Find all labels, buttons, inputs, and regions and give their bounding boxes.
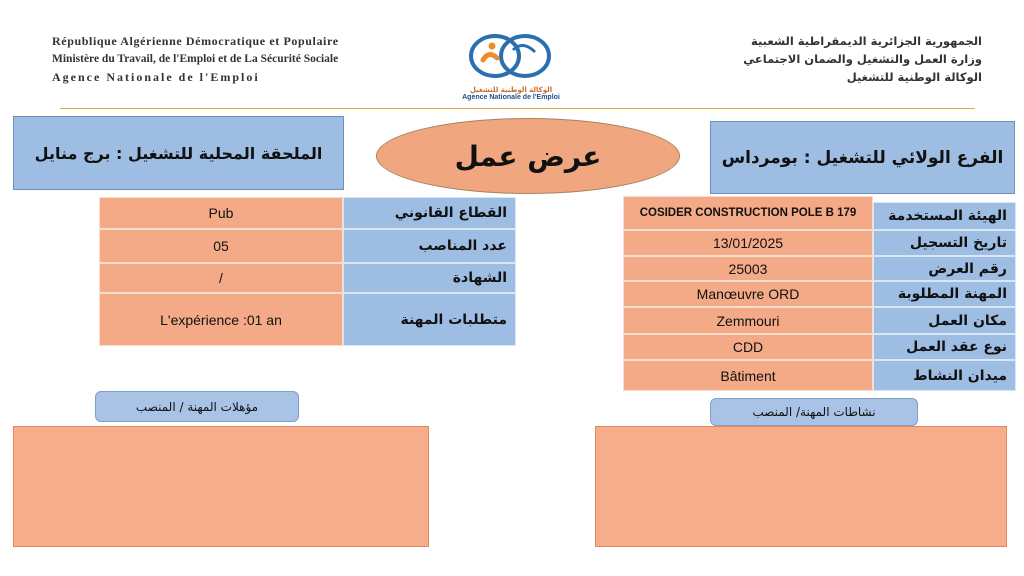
qualifications-heading	[95, 391, 299, 422]
table-label: القطاع القانوني	[343, 197, 516, 229]
table-value: COSIDER CONSTRUCTION POLE B 179	[623, 196, 873, 230]
table-value: Manœuvre ORD	[623, 281, 873, 307]
table-label: مكان العمل	[873, 307, 1016, 334]
table-label: متطلبات المهنة	[343, 293, 516, 346]
table-label: الهيئة المستخدمة	[873, 202, 1016, 230]
table-value: 05	[99, 229, 343, 263]
right-info-table	[623, 196, 1016, 391]
qualifications-heading-text: مؤهلات المهنة / المنصب	[135, 399, 259, 414]
table-label: نوع عقد العمل	[873, 334, 1016, 360]
table-value: /	[99, 263, 343, 293]
job-offer-title-text: عرض عمل	[454, 139, 602, 173]
local-annex-box	[13, 116, 344, 190]
table-value: 25003	[623, 256, 873, 281]
qualifications-content-box	[13, 426, 429, 547]
table-label: ميدان النشاط	[873, 360, 1016, 391]
header-fr-line-2: Ministère du Travail, de l'Emploi et de La Sécurité Sociale	[52, 53, 339, 65]
left-info-table	[99, 197, 516, 346]
header-fr-line-1: République Algérienne Démocratique et Populaire	[52, 34, 339, 48]
agency-logo	[456, 30, 566, 102]
table-label: المهنة المطلوبة	[873, 281, 1016, 307]
job-offer-title	[376, 118, 680, 194]
table-value: Zemmouri	[623, 307, 873, 334]
activities-heading-text: نشاطات المهنة/ المنصب	[752, 405, 876, 419]
agency-logo-icon	[465, 30, 557, 84]
table-value: CDD	[623, 334, 873, 360]
header-ar-line-2: وزارة العمل والتشغيل والضمان الاجتماعي	[743, 52, 982, 66]
logo-text-ar: الوكالة الوطنية للتشغيل	[469, 86, 553, 94]
header-fr-line-3: Agence Nationale de l'Emploi	[52, 70, 260, 84]
table-label: تاريخ التسجيل	[873, 230, 1016, 256]
activities-heading	[710, 398, 918, 426]
header-ar-line-1: الجمهورية الجزائرية الديمقراطية الشعبية	[750, 34, 982, 48]
activities-content-box	[595, 426, 1007, 547]
table-label: عدد المناصب	[343, 229, 516, 263]
table-label: رقم العرض	[873, 256, 1016, 281]
header-divider	[60, 108, 975, 109]
local-annex-text: الملحقة المحلية للتشغيل : برج منايل	[34, 143, 323, 163]
logo-text-fr: Agence Nationale de l'Emploi	[462, 94, 560, 101]
wilaya-branch-box	[710, 121, 1015, 194]
header-arabic	[602, 32, 982, 86]
header-french	[52, 32, 422, 86]
table-value: 13/01/2025	[623, 230, 873, 256]
header-ar-line-3: الوكالة الوطنية للتشغيل	[846, 70, 982, 84]
table-value: L'expérience :01 an	[99, 293, 343, 346]
table-value: Bâtiment	[623, 360, 873, 391]
table-value: Pub	[99, 197, 343, 229]
wilaya-branch-text: الفرع الولائي للتشغيل : بومرداس	[721, 147, 1004, 168]
table-label: الشهادة	[343, 263, 516, 293]
